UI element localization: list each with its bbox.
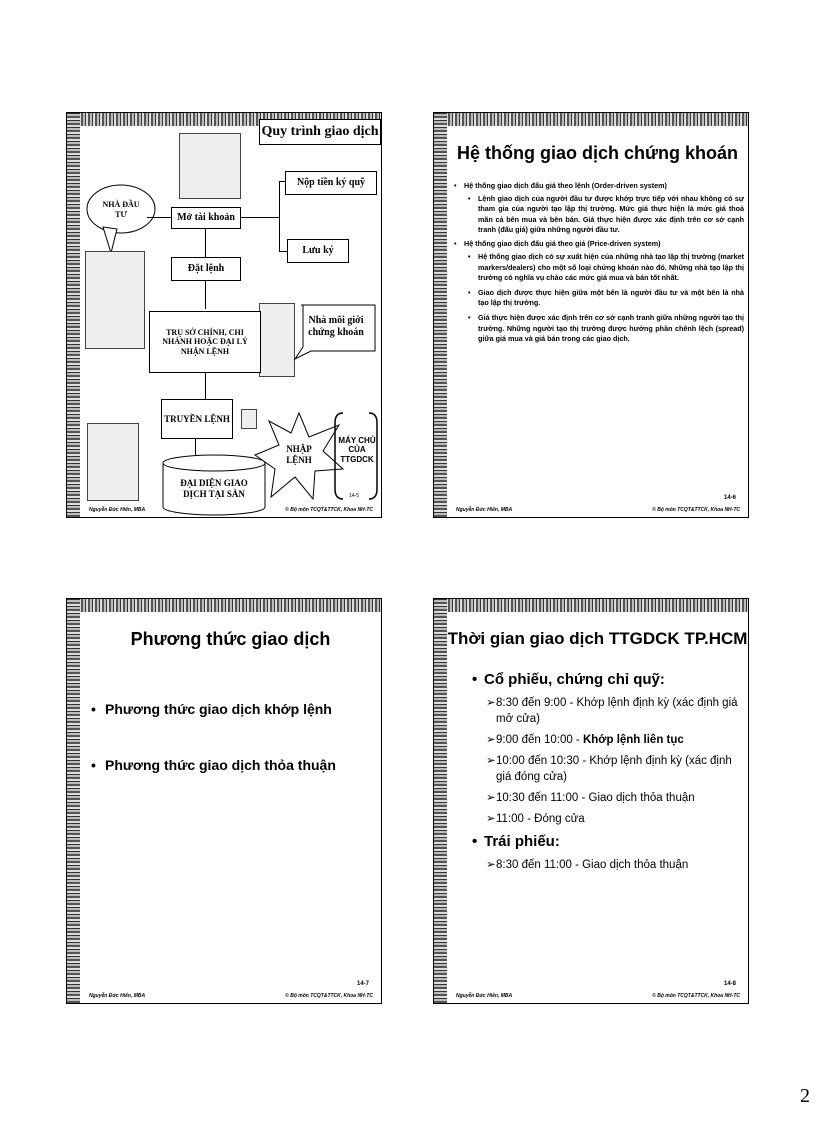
place-order-box: Đặt lệnh [171,257,241,281]
footer-left: Nguyễn Đức Hiển, MBA [456,507,513,513]
bullet-heading: • Cổ phiếu, chứng chỉ quỹ: [472,671,665,688]
connector-line [241,217,279,218]
branch-box: TRỤ SỞ CHÍNH, CHI NHÁNH HOẶC ĐẠI LÝ NHẬN LỆNH [149,311,261,373]
connector-line [205,229,206,257]
connector-line [279,181,280,251]
schedule-item: ➢ 8:30 đến 11:00 - Giao dịch thỏa thuận [486,859,689,872]
footer-right: © Bộ môn TCQT&TTCK, Khoa NH-TC [285,993,373,999]
decorative-bar [67,599,381,612]
footer-right: © Bộ môn TCQT&TTCK, Khoa NH-TC [652,993,740,999]
page-number: 2 [800,1085,810,1107]
schedule-item: ➢ 11:00 - Đóng cửa [486,812,585,825]
sub-item: • Lệnh giao dịch của người đầu tư được khớp trực tiếp với nhau không có sự tham gia của người tạo lập thị trường. Mức giá thực hiện là mức giá thoả mãn cả bên mua và bên bán. Giá thực hiện được xác định trên cơ sở cạnh tranh (đấu giá) giữa những người đầu tư. [468,194,744,234]
footer-left: Nguyễn Đức Hiển, MBA [89,507,146,513]
custody-box: Lưu ký [287,239,349,263]
decorative-bar [67,599,80,1003]
schedule-item: ➢ 9:00 đến 10:00 - Khớp lệnh liên tục [486,734,684,747]
transmit-box: TRUYỀN LỆNH [161,399,233,439]
bullet-item: • Phương thức giao dịch khớp lệnh [91,701,332,717]
sub-item: • Hệ thống giao dịch có sự xuất hiện của những nhà tạo lập thị trường (market markers/dealers) cho một số loại chứng khoán nào đó. Những nhà tạo lập thị trường có nghĩa vụ chào các mức giá mua và bán tốt nhất. [468,252,744,282]
investor-image [85,251,145,349]
slide-body [472,669,742,874]
deposit-box: Nộp tiền ký quỹ [285,171,377,195]
slide-1 [66,112,382,518]
connector-line [147,217,171,218]
server-label: MÁY CHỦ CỦA TTGDCK [338,435,376,464]
slide-2 [433,112,749,518]
decorative-bar [434,599,447,1003]
schedule-item: ➢ 8:30 đến 9:00 - Khớp lệnh định kỳ (xác định giá mở cửa) [486,696,738,726]
schedule-item: ➢ 10:30 đến 11:00 - Giao dịch thỏa thuận [486,792,695,805]
open-account-box: Mở tài khoản [171,207,241,229]
slide-title: Quy trình giao dịch [259,119,381,145]
computer-image [87,423,139,501]
decorative-bar [434,113,748,126]
connector-line [279,251,287,252]
slide-title: Phương thức giao dịch [130,629,331,649]
bullet-item: • Phương thức giao dịch thỏa thuận [91,757,336,773]
connector-line [279,181,285,182]
footer-right: © Bộ môn TCQT&TTCK, Khoa NH-TC [285,507,373,513]
handshake-image [179,133,241,199]
slide-body [91,701,371,773]
decorative-bar [67,113,80,517]
connector-line [205,373,206,399]
connector-line [205,281,206,309]
slide-title: Hệ thống giao dịch chứng khoán [456,143,739,163]
decorative-bar [434,599,748,612]
sub-item: • Giá thực hiện được xác định trên cơ sở cạnh tranh giữa những người tạo thị trường. Những người tạo thị trường được hưởng phần chênh lệch (spread) giữa giá mua và giá bán trong các giao dịch. [468,313,744,343]
server-tag: 14-5 [349,493,360,499]
enter-order-label: NHẬP LỆNH [286,444,312,465]
investor-label: NHÀ ĐẦU TƯ [102,200,140,219]
slide-number: 14-8 [723,981,736,987]
slide-4 [433,598,749,1004]
slide-number: 14-7 [356,981,369,987]
bullet-item: • Hệ thống giao dịch đấu giá theo lệnh (Order-driven system) [454,181,667,190]
schedule-item: ➢ 10:00 đến 10:30 - Khớp lệnh định kỳ (xác định giá đóng cửa) [486,754,732,784]
footer-left: Nguyễn Đức Hiển, MBA [456,993,513,999]
slide-3 [66,598,382,1004]
bullet-item: • Hệ thống giao dịch đấu giá theo giá (Price-driven system) [454,239,661,249]
footer-left: Nguyễn Đức Hiển, MBA [89,993,146,999]
footer-right: © Bộ môn TCQT&TTCK, Khoa NH-TC [652,507,740,513]
bullet-heading: • Trái phiếu: [472,833,560,851]
decorative-bar [434,113,447,517]
slide-body [454,181,744,344]
sub-item: • Giao dịch được thực hiện giữa một bên là người đầu tư và một bên là nhà tạo lập thị trường. [468,287,744,308]
broker-label: Nhà môi giới chứng khoán [308,315,364,338]
floor-rep-label: ĐẠI DIỆN GIAO DỊCH TẠI SÀN [180,478,248,499]
slide-number: 14-6 [723,495,736,501]
slide-title: Thời gian giao dịch TTGDCK TP.HCM [447,629,748,648]
